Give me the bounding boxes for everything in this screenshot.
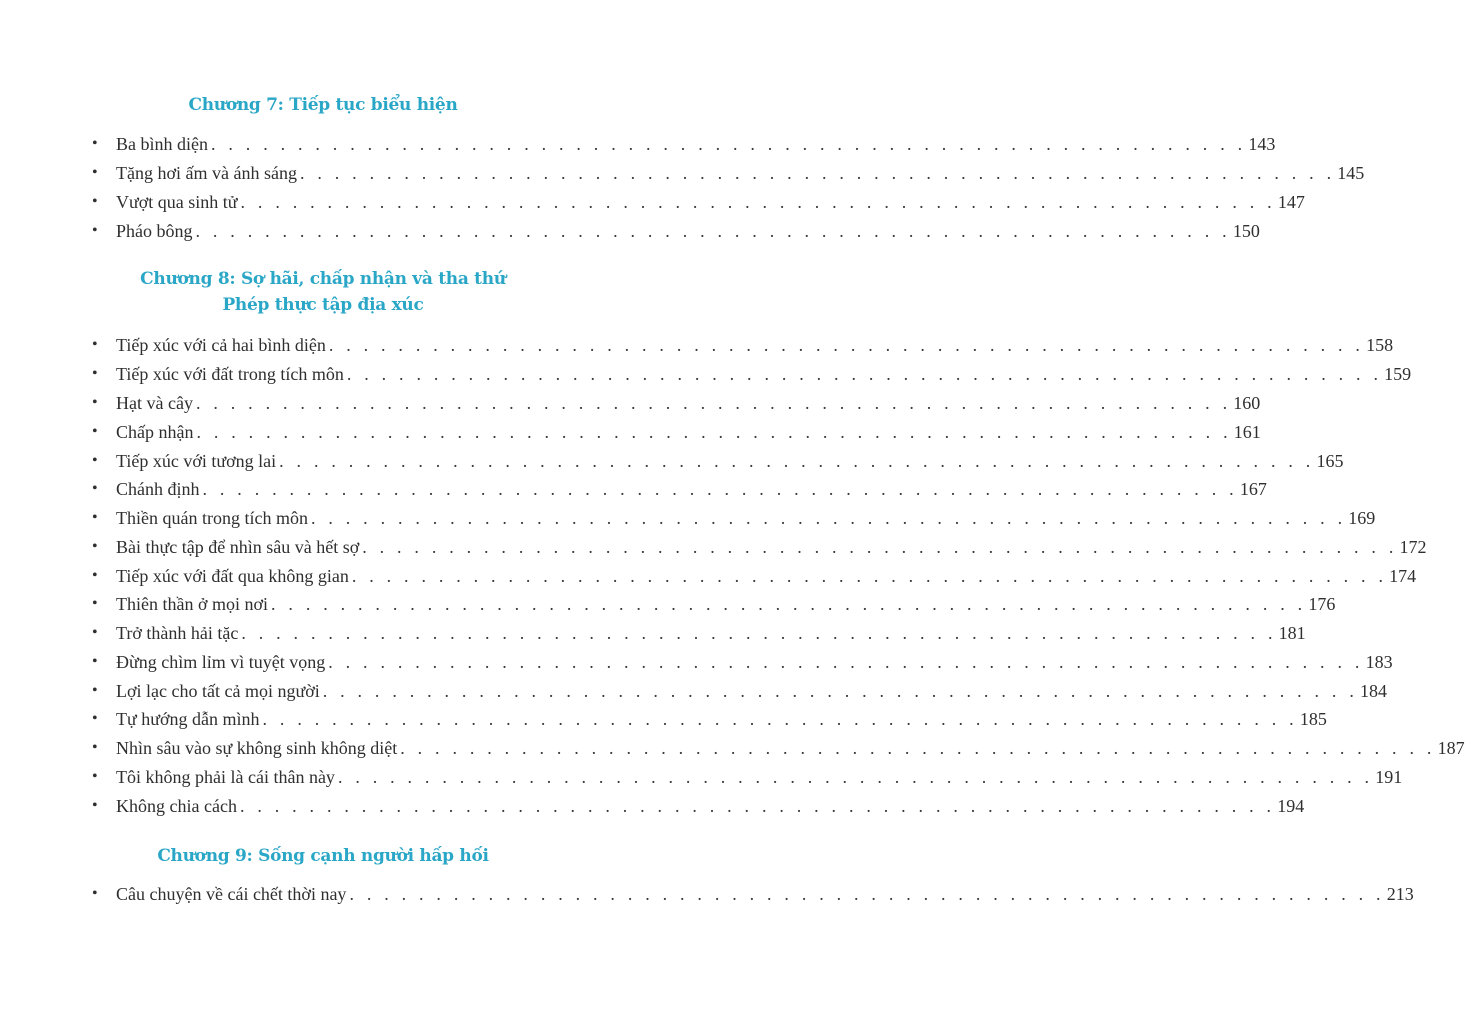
toc-entry-title: Không chia cách	[116, 796, 237, 816]
bullet-icon: •	[92, 135, 98, 152]
toc-entry[interactable]	[92, 705, 1327, 733]
leader-dots: . . . . . . . . . . . . . . . . . . . . . . . . . . . . . . . . . . . . . . . . . . . . . . . . . . . . . . . . . . . .	[262, 709, 1298, 729]
bullet-icon: •	[92, 423, 98, 440]
toc-entry-title: Tự hướng dẫn mình	[116, 709, 260, 729]
toc-entry-title: Tiếp xúc với cả hai bình diện	[116, 335, 326, 355]
toc-entry-title: Chấp nhận	[116, 422, 194, 442]
toc-entry[interactable]	[92, 159, 1365, 187]
leader-dots: . . . . . . . . . . . . . . . . . . . . . . . . . . . . . . . . . . . . . . . . . . . . . . . . . . . . . . . . . . . .	[240, 192, 1276, 212]
toc-page-number: 174	[1389, 566, 1417, 586]
bullet-icon: •	[92, 682, 98, 699]
toc-entry-title: Ba bình diện	[116, 134, 208, 154]
bullet-icon: •	[92, 710, 98, 727]
toc-entry-title: Đừng chìm lỉm vì tuyệt vọng	[116, 652, 326, 672]
toc-entry-title: Hạt và cây	[116, 393, 193, 413]
bullet-icon: •	[92, 365, 98, 382]
leader-dots: . . . . . . . . . . . . . . . . . . . . . . . . . . . . . . . . . . . . . . . . . . . . . . . . . . . . . . . . . . . .	[241, 623, 1277, 643]
toc-entry-title: Thiền quán trong tích môn	[116, 508, 308, 528]
leader-dots: . . . . . . . . . . . . . . . . . . . . . . . . . . . . . . . . . . . . . . . . . . . . . . . . . . . . . . . . . . . .	[328, 335, 1365, 355]
toc-entry[interactable]	[92, 130, 1276, 158]
leader-dots: . . . . . . . . . . . . . . . . . . . . . . . . . . . . . . . . . . . . . . . . . . . . . . . . . . . . . . . . . . . .	[351, 566, 1388, 586]
toc-entry[interactable]	[92, 504, 1376, 532]
toc-entry-title: Chánh định	[116, 479, 200, 499]
bullet-icon: •	[92, 567, 98, 584]
toc-page-number: 213	[1386, 884, 1414, 904]
toc-entry-title: Lợi lạc cho tất cả mọi người	[116, 681, 320, 701]
toc-page-number: 158	[1366, 335, 1394, 355]
toc-entry[interactable]	[92, 360, 1412, 388]
toc-entry[interactable]	[92, 619, 1306, 647]
toc-page-number: 184	[1360, 681, 1388, 701]
toc-entry[interactable]	[92, 475, 1267, 503]
bullet-icon: •	[92, 509, 98, 526]
chapter-9-title: Chương 9: Sống cạnh người hấp hối	[157, 846, 489, 866]
toc-page-number: 176	[1308, 594, 1336, 614]
toc-page-number: 183	[1365, 652, 1393, 672]
toc-entry[interactable]	[92, 331, 1394, 359]
bullet-icon: •	[92, 336, 98, 353]
leader-dots: . . . . . . . . . . . . . . . . . . . . . . . . . . . . . . . . . . . . . . . . . . . . . . . . . . . . . . . . . . . .	[346, 364, 1383, 384]
toc-page-number: 160	[1233, 393, 1261, 413]
bullet-icon: •	[92, 624, 98, 641]
toc-entry-title: Trở thành hải tặc	[116, 623, 239, 643]
leader-dots: . . . . . . . . . . . . . . . . . . . . . . . . . . . . . . . . . . . . . . . . . . . . . . . . . . . . . . . . . . . .	[239, 796, 1276, 816]
toc-entry[interactable]	[92, 677, 1388, 705]
toc-page-number: 150	[1232, 221, 1260, 241]
toc-entry[interactable]	[92, 734, 1465, 762]
toc-page-number: 161	[1233, 422, 1261, 442]
bullet-icon: •	[92, 653, 98, 670]
leader-dots: . . . . . . . . . . . . . . . . . . . . . . . . . . . . . . . . . . . . . . . . . . . . . . . . . . . . . . . . . . . .	[299, 163, 1336, 183]
chapter-8-title: Chương 8: Sợ hãi, chấp nhận và tha thứ	[140, 269, 506, 289]
bullet-icon: •	[92, 885, 98, 902]
toc-entry-title: Tiếp xúc với đất trong tích môn	[116, 364, 344, 384]
toc-page-number: 147	[1277, 192, 1305, 212]
bullet-icon: •	[92, 222, 98, 239]
bullet-icon: •	[92, 739, 98, 756]
toc-entry[interactable]	[92, 188, 1305, 216]
toc-entry-title: Vượt qua sinh tử	[116, 192, 238, 212]
toc-entry[interactable]	[92, 217, 1260, 245]
bullet-icon: •	[92, 538, 98, 555]
leader-dots: . . . . . . . . . . . . . . . . . . . . . . . . . . . . . . . . . . . . . . . . . . . . . . . . . . . . . . . . . . . .	[211, 134, 1247, 154]
toc-entry[interactable]	[92, 880, 1414, 908]
toc-page-number: 145	[1337, 163, 1365, 183]
toc-page-number: 169	[1348, 508, 1376, 528]
bullet-icon: •	[92, 452, 98, 469]
bullet-icon: •	[92, 480, 98, 497]
leader-dots: . . . . . . . . . . . . . . . . . . . . . . . . . . . . . . . . . . . . . . . . . . . . . . . . . . . . . . . . . . . .	[310, 508, 1347, 528]
toc-entry-title: Câu chuyện về cái chết thời nay	[116, 884, 347, 904]
toc-entry-title: Thiên thần ở mọi nơi	[116, 594, 269, 614]
toc-entry-title: Tôi không phải là cái thân này	[116, 767, 335, 787]
toc-page-number: 187	[1437, 738, 1465, 758]
toc-entry-title: Nhìn sâu vào sự không sinh không diệt	[116, 738, 398, 758]
leader-dots: . . . . . . . . . . . . . . . . . . . . . . . . . . . . . . . . . . . . . . . . . . . . . . . . . . . . . . . . . . . .	[195, 221, 1231, 241]
toc-entry[interactable]	[92, 418, 1261, 446]
toc-page-number: 191	[1375, 767, 1403, 787]
toc-page-number: 143	[1248, 134, 1276, 154]
bullet-icon: •	[92, 595, 98, 612]
toc-entry-title: Pháo bông	[116, 221, 193, 241]
toc-page-number: 165	[1316, 451, 1344, 471]
toc-page-number: 194	[1277, 796, 1305, 816]
leader-dots: . . . . . . . . . . . . . . . . . . . . . . . . . . . . . . . . . . . . . . . . . . . . . . . . . . . . . . . . . . . .	[337, 767, 1374, 787]
toc-entry[interactable]	[92, 648, 1393, 676]
toc-entry-title: Bài thực tập để nhìn sâu và hết sợ	[116, 537, 360, 557]
leader-dots: . . . . . . . . . . . . . . . . . . . . . . . . . . . . . . . . . . . . . . . . . . . . . . . . . . . . . . . . . . . .	[271, 594, 1307, 614]
toc-entry[interactable]	[92, 562, 1417, 590]
chapter-8-subtitle: Phép thực tập địa xúc	[222, 295, 424, 315]
leader-dots: . . . . . . . . . . . . . . . . . . . . . . . . . . . . . . . . . . . . . . . . . . . . . . . . . . . . . . . . . . . .	[322, 681, 1359, 701]
leader-dots: . . . . . . . . . . . . . . . . . . . . . . . . . . . . . . . . . . . . . . . . . . . . . . . . . . . . . . . . . . . .	[195, 393, 1232, 413]
toc-entry[interactable]	[92, 590, 1336, 618]
chapter-7-title: Chương 7: Tiếp tục biểu hiện	[188, 95, 458, 115]
leader-dots: . . . . . . . . . . . . . . . . . . . . . . . . . . . . . . . . . . . . . . . . . . . . . . . . . . . . . . . . . . . .	[349, 884, 1385, 904]
bullet-icon: •	[92, 193, 98, 210]
toc-entry[interactable]	[92, 763, 1403, 791]
toc-entry-title: Tiếp xúc với tương lai	[116, 451, 277, 471]
bullet-icon: •	[92, 797, 98, 814]
leader-dots: . . . . . . . . . . . . . . . . . . . . . . . . . . . . . . . . . . . . . . . . . . . . . . . . . . . . . . . . . . . .	[202, 479, 1238, 499]
toc-page-number: 167	[1239, 479, 1267, 499]
toc-page-number: 159	[1384, 364, 1412, 384]
toc-page-number: 181	[1278, 623, 1306, 643]
toc-entry-title: Tặng hơi ấm và ánh sáng	[116, 163, 297, 183]
leader-dots: . . . . . . . . . . . . . . . . . . . . . . . . . . . . . . . . . . . . . . . . . . . . . . . . . . . . . . . . . . . .	[196, 422, 1232, 442]
toc-entry-title: Tiếp xúc với đất qua không gian	[116, 566, 349, 586]
leader-dots: . . . . . . . . . . . . . . . . . . . . . . . . . . . . . . . . . . . . . . . . . . . . . . . . . . . . . . . . . . . .	[362, 537, 1398, 557]
toc-entry[interactable]	[92, 792, 1305, 820]
bullet-icon: •	[92, 768, 98, 785]
toc-entry[interactable]	[92, 389, 1261, 417]
toc-entry[interactable]	[92, 533, 1427, 561]
leader-dots: . . . . . . . . . . . . . . . . . . . . . . . . . . . . . . . . . . . . . . . . . . . . . . . . . . . . . . . . . . . .	[400, 738, 1436, 758]
leader-dots: . . . . . . . . . . . . . . . . . . . . . . . . . . . . . . . . . . . . . . . . . . . . . . . . . . . . . . . . . . . .	[328, 652, 1364, 672]
toc-page-number: 185	[1299, 709, 1327, 729]
bullet-icon: •	[92, 164, 98, 181]
bullet-icon: •	[92, 394, 98, 411]
toc-entry[interactable]	[92, 447, 1344, 475]
toc-page-number: 172	[1399, 537, 1427, 557]
leader-dots: . . . . . . . . . . . . . . . . . . . . . . . . . . . . . . . . . . . . . . . . . . . . . . . . . . . . . . . . . . . .	[279, 451, 1315, 471]
